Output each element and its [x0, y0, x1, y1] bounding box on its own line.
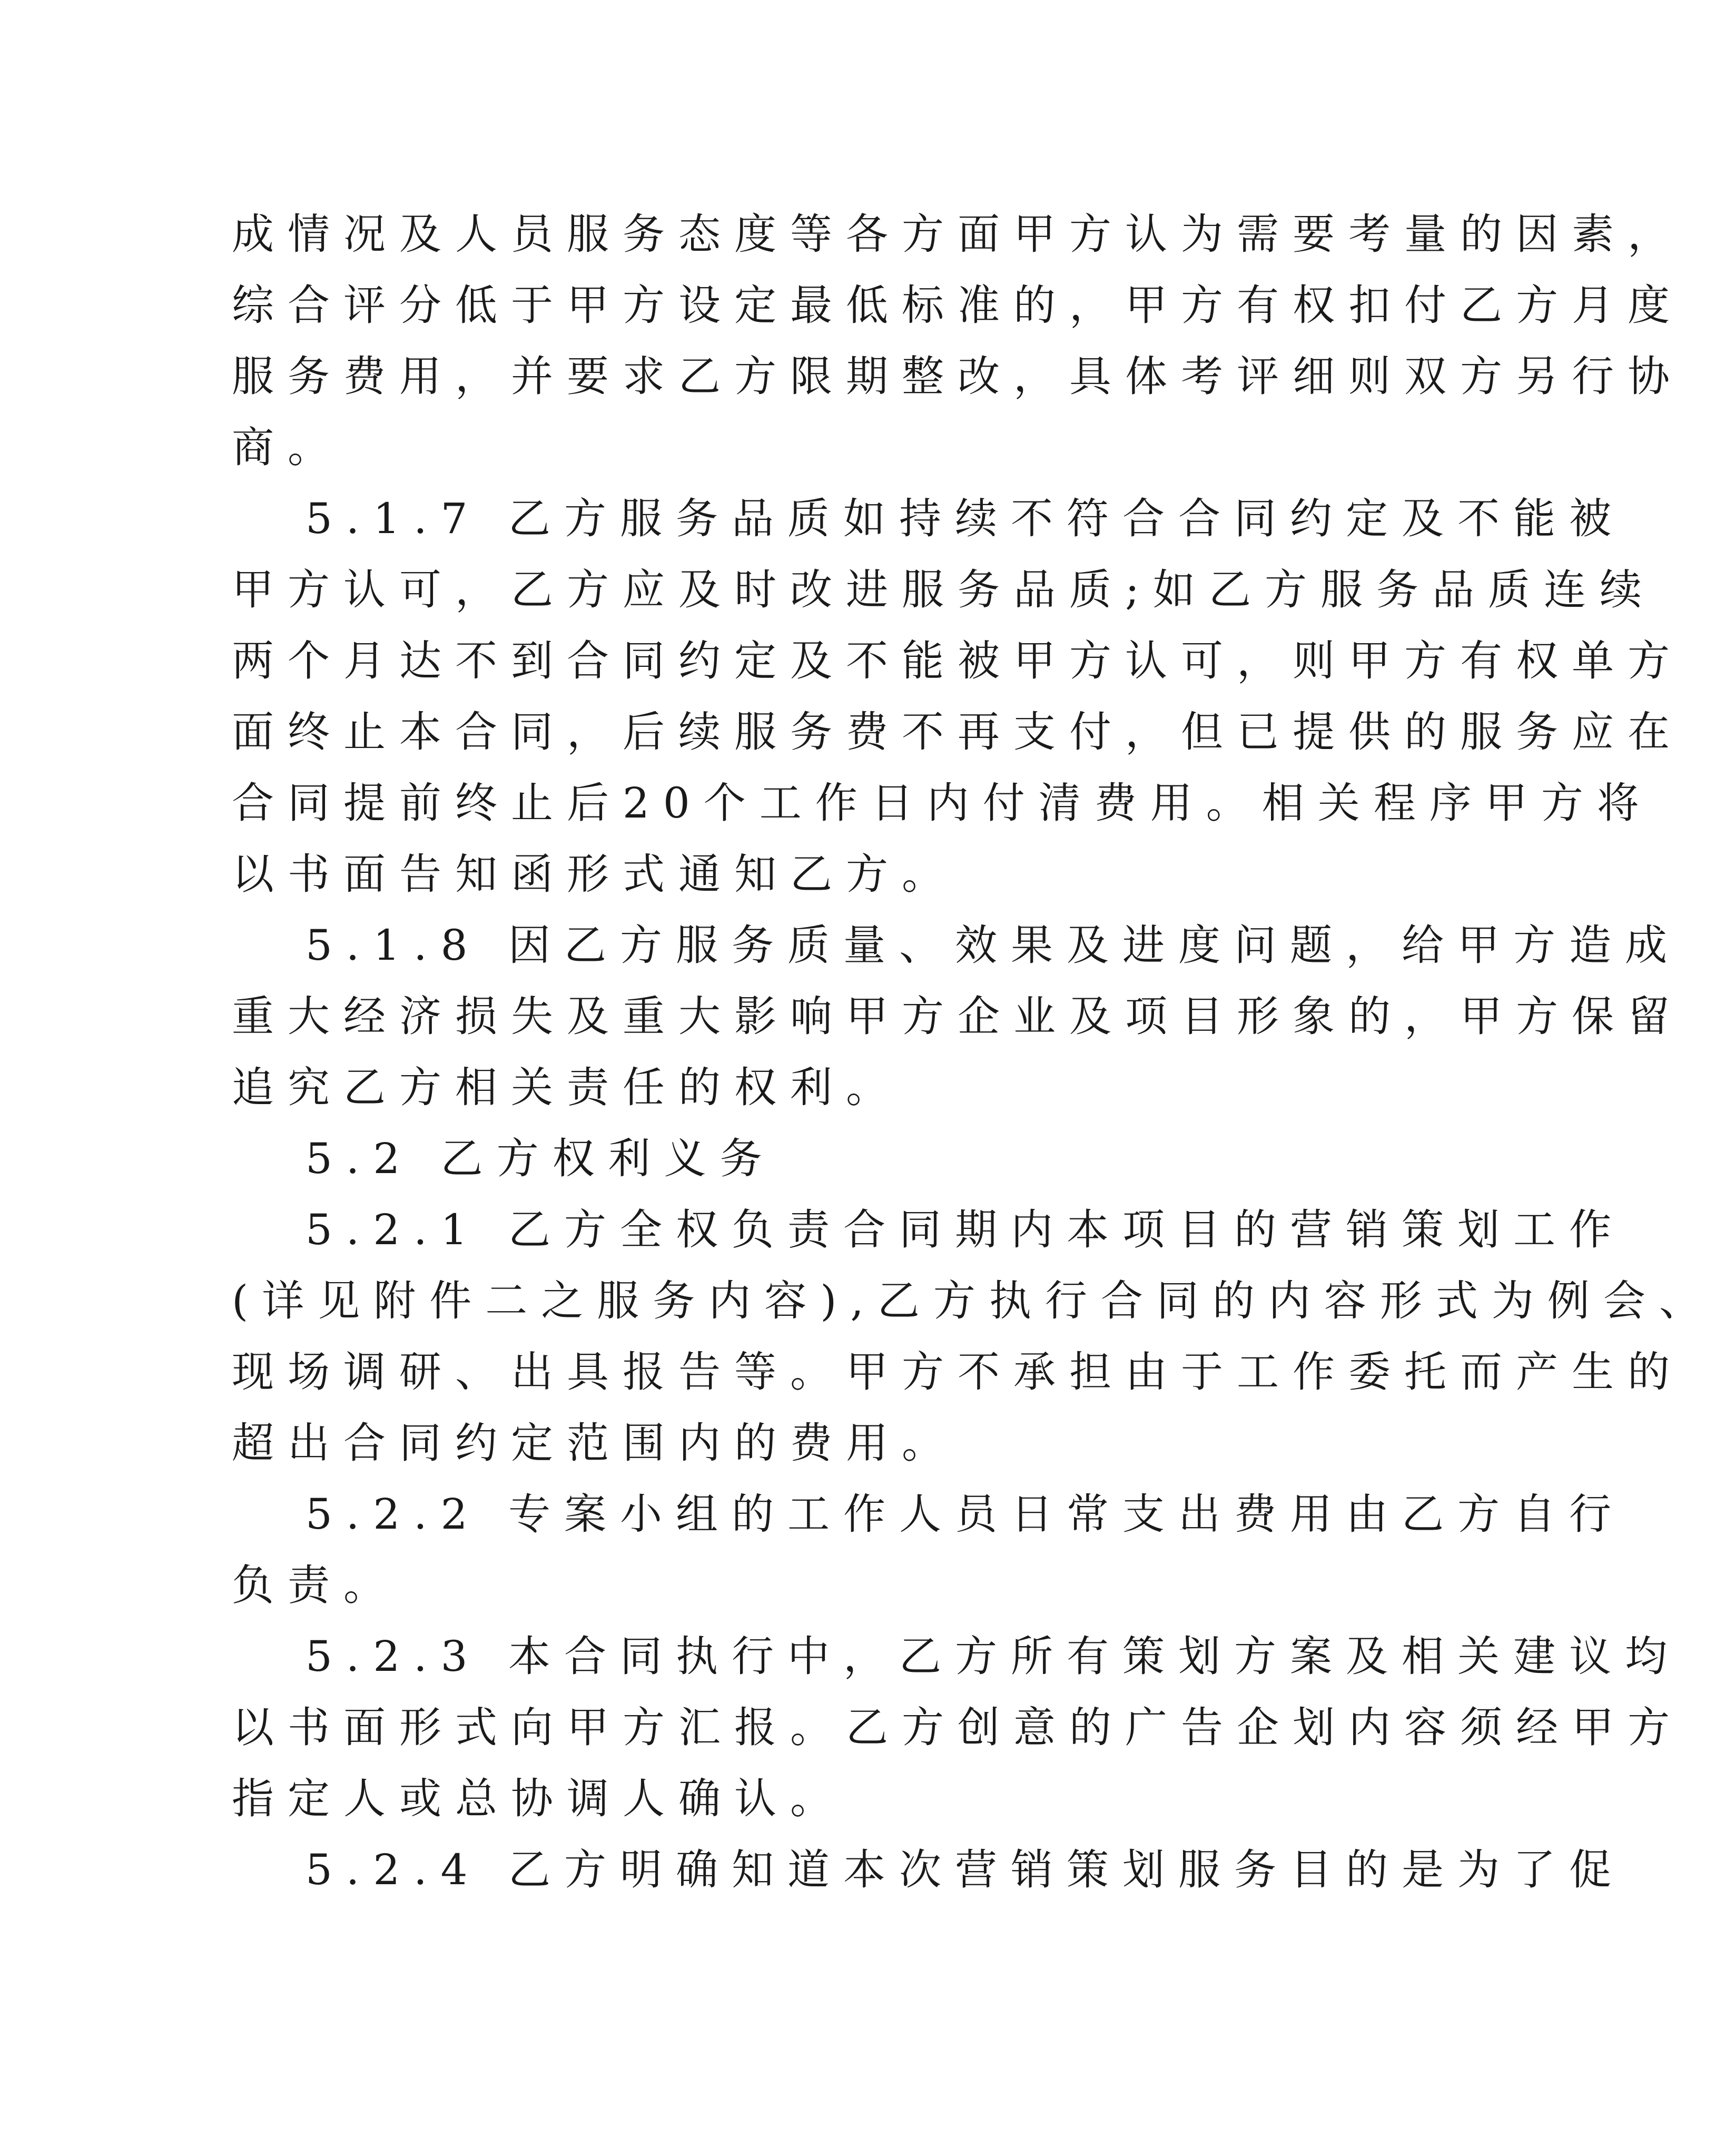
text-line: 现场调研、出具报告等。甲方不承担由于工作委托而产生的: [232, 1347, 1683, 1396]
text-line: 追究乙方相关责任的权利。: [232, 1063, 902, 1112]
clause-5-2-2: 5.2.2 专案小组的工作人员日常支出费用由乙方自行: [305, 1490, 1625, 1539]
clause-5-2-4: 5.2.4 乙方明确知道本次营销策划服务目的是为了促: [305, 1845, 1625, 1894]
text-line: 服务费用，并要求乙方限期整改，具体考评细则双方另行协: [232, 352, 1683, 401]
text-line: 指定人或总协调人确认。: [232, 1774, 846, 1823]
text-line: 甲方认可，乙方应及时改进服务品质;如乙方服务品质连续: [232, 565, 1655, 614]
text-line: 超出合同约定范围内的费用。: [232, 1419, 958, 1468]
text-line: 以书面形式向甲方汇报。乙方创意的广告企划内容须经甲方: [232, 1703, 1683, 1752]
clause-5-1-7: 5.1.7 乙方服务品质如持续不符合合同约定及不能被: [305, 494, 1625, 543]
text-line: 以书面告知函形式通知乙方。: [232, 850, 958, 899]
text-line: 综合评分低于甲方设定最低标准的，甲方有权扣付乙方月度: [232, 281, 1683, 330]
text-line: (详见附件二之服务内容),乙方执行合同的内容形式为例会、: [232, 1276, 1715, 1325]
clause-5-2-3: 5.2.3 本合同执行中，乙方所有策划方案及相关建议均: [305, 1632, 1681, 1681]
text-line: 面终止本合同，后续服务费不再支付，但已提供的服务应在: [232, 707, 1683, 756]
text-line: 成情况及人员服务态度等各方面甲方认为需要考量的因素，: [232, 210, 1683, 259]
clause-5-1-8: 5.1.8 因乙方服务质量、效果及进度问题，给甲方造成: [305, 921, 1681, 970]
text-line: 合同提前终止后20个工作日内付清费用。相关程序甲方将: [232, 779, 1653, 828]
text-line: 负责。: [232, 1561, 399, 1610]
text-line: 重大经济损失及重大影响甲方企业及项目形象的，甲方保留: [232, 992, 1683, 1041]
clause-5-2-1: 5.2.1 乙方全权负责合同期内本项目的营销策划工作: [305, 1205, 1625, 1254]
text-line: 商。: [232, 423, 343, 472]
text-line: 两个月达不到合同约定及不能被甲方认可，则甲方有权单方: [232, 636, 1683, 685]
section-heading-5-2: 5.2 乙方权利义务: [305, 1134, 776, 1183]
